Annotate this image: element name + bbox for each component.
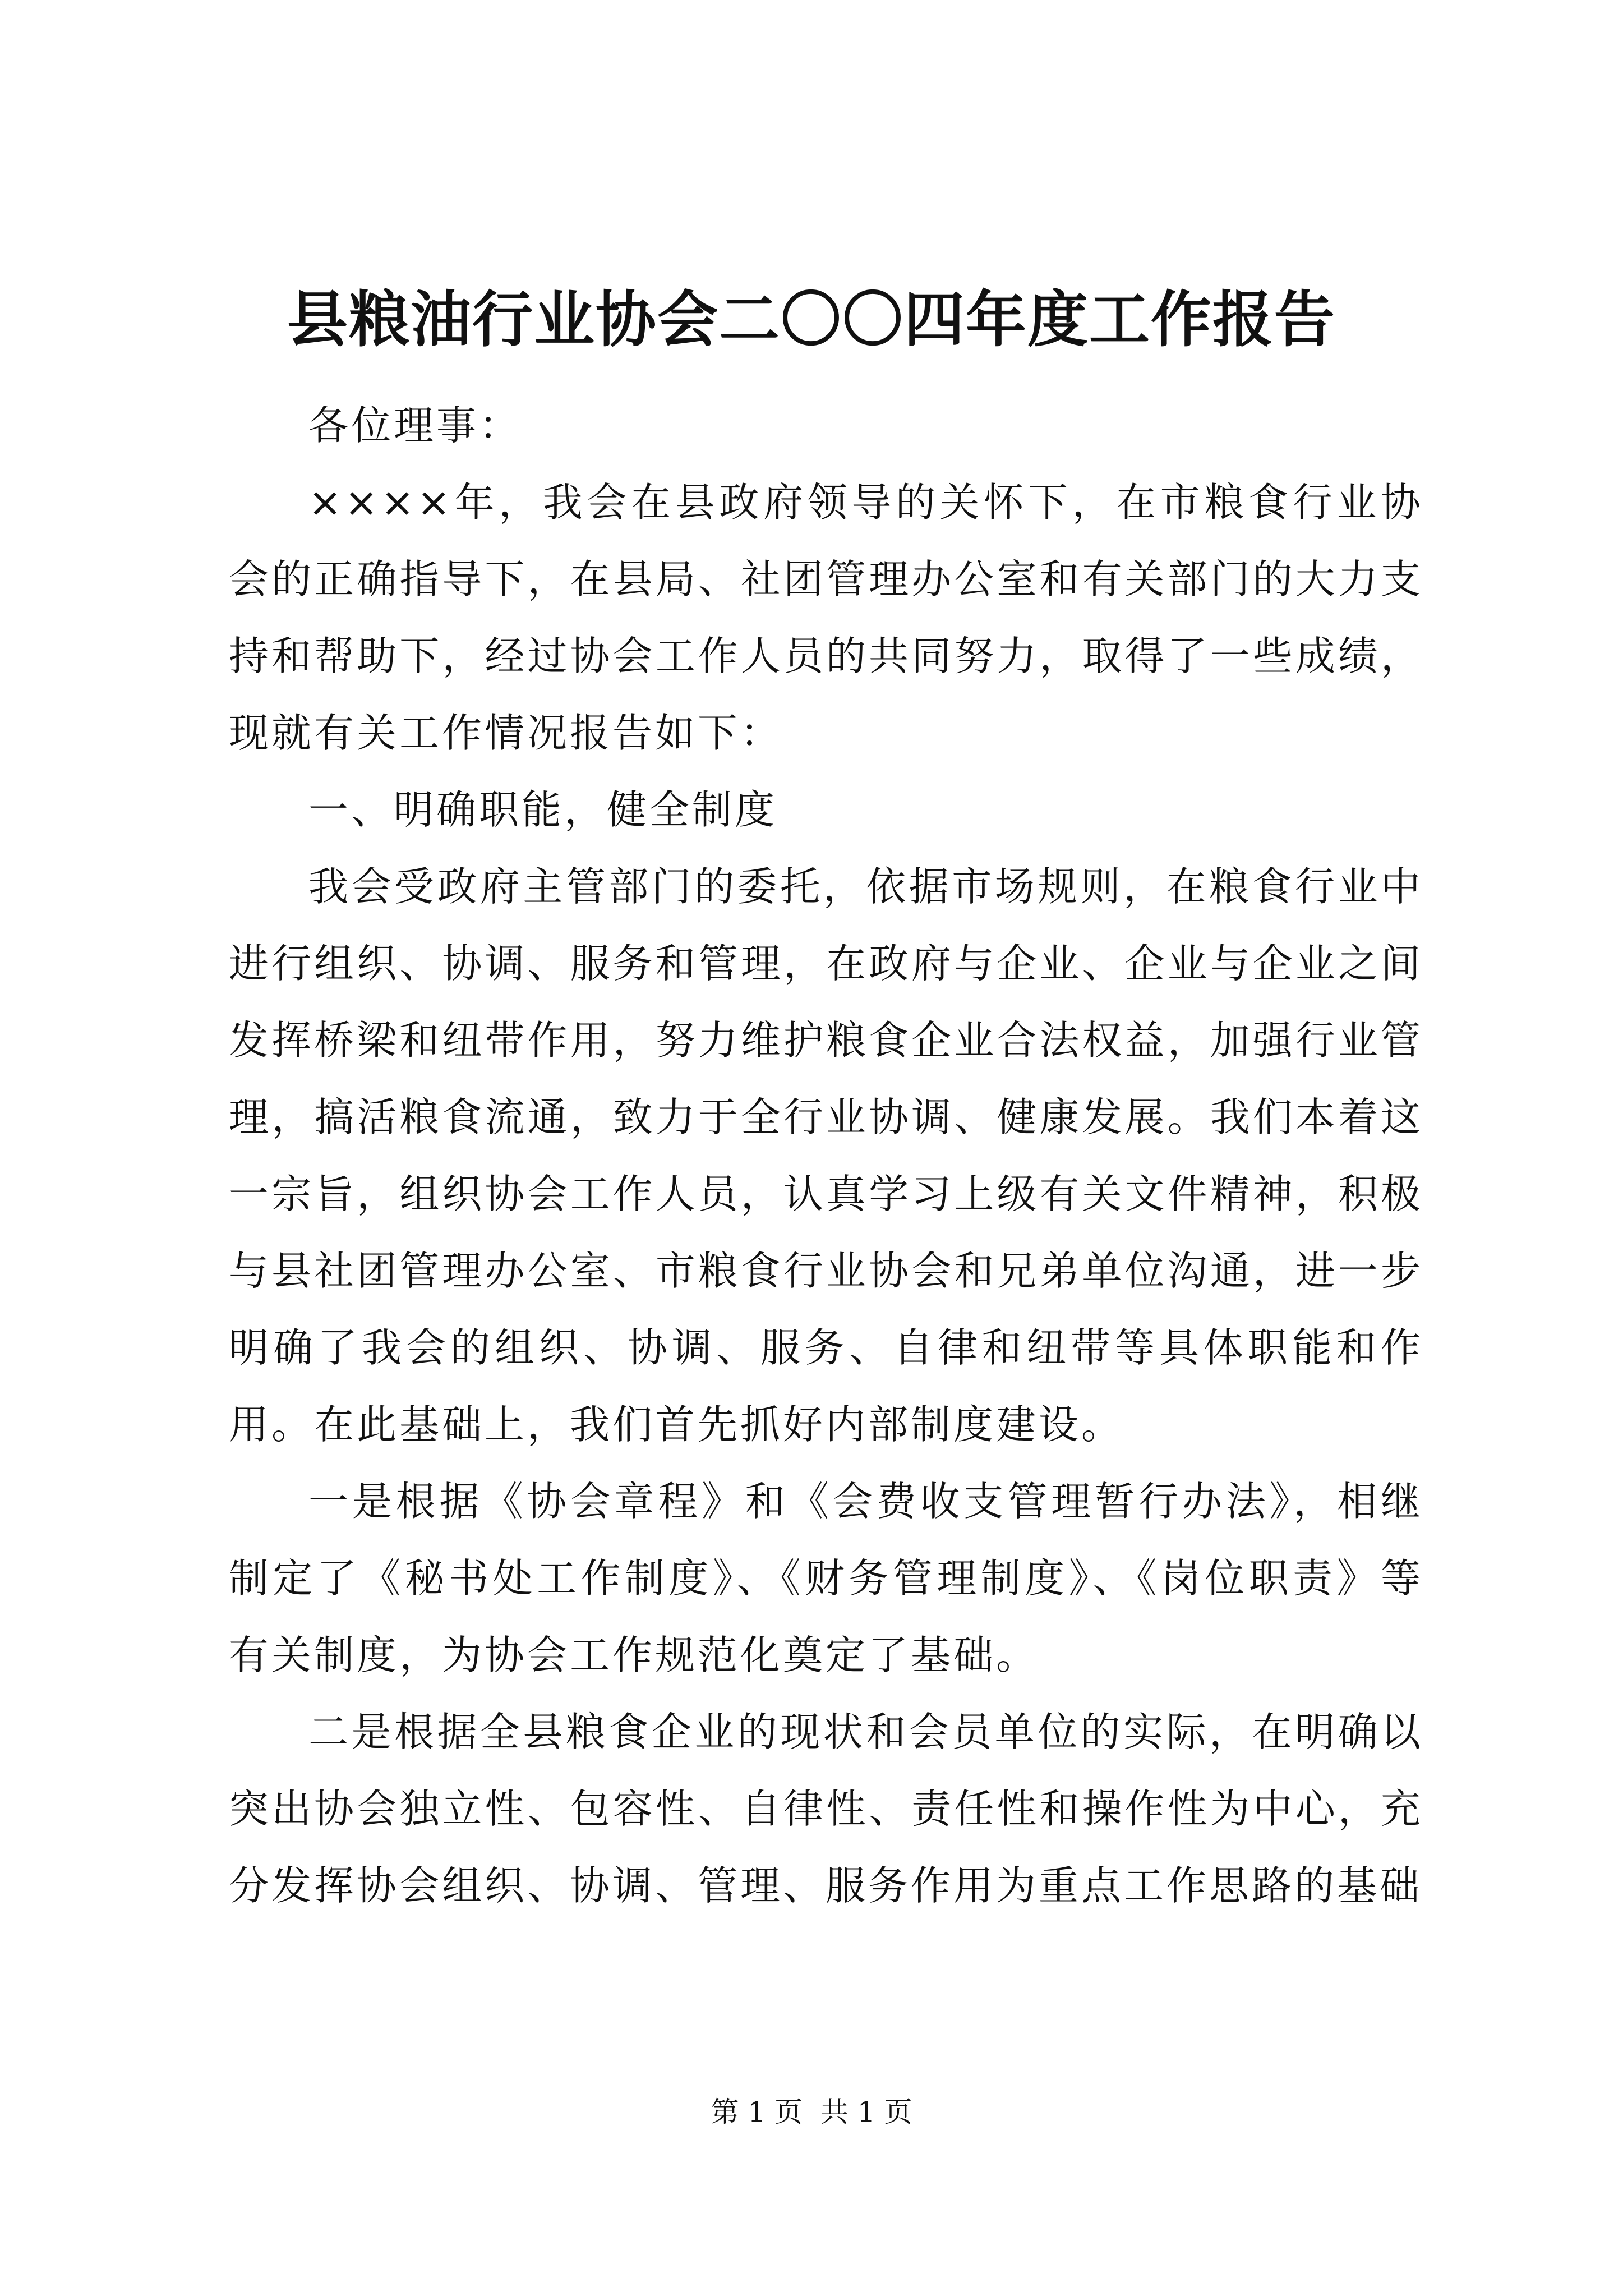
body-paragraph: 一是根据《协会章程》和《会费收支管理暂行办法》，相继制定了《秘书处工作制度》、《财务管理制度》、《岗位职责》等有关制度，为协会工作规范化奠定了基础。 <box>229 1478 1423 1678</box>
section-heading-1: 一、明确职能，健全制度 <box>308 786 778 833</box>
page-footer <box>0 2092 1623 2132</box>
page-number-label: 第 1 页 共 1 页 <box>711 2096 912 2128</box>
document-body <box>229 387 1423 1924</box>
intro-paragraph: ××××年，我会在县政府领导的关怀下，在市粮食行业协会的正确指导下，在县局、社团管理办公室和有关部门的大力支持和帮助下，经过协会工作人员的共同努力，取得了一些成绩，现就有关工作情况报告如下： <box>229 479 1423 756</box>
salutation-paragraph: 各位理事： <box>308 402 522 449</box>
body-paragraph: 二是根据全县粮食企业的现状和会员单位的实际，在明确以突出协会独立性、包容性、自律性、责任性和操作性为中心，充分发挥协会组织、协调、管理、服务作用为重点工作思路的基础 <box>229 1709 1423 1909</box>
body-paragraph: 我会受政府主管部门的委托，依据市场规则，在粮食行业中进行组织、协调、服务和管理，在政府与企业、企业与企业之间发挥桥梁和纽带作用，努力维护粮食企业合法权益，加强行业管理，搞活粮食流通，致力于全行业协调、健康发展。我们本着这一宗旨，组织协会工作人员，认真学习上级有关文件精神，积极与县社团管理办公室、市粮食行业协会和兄弟单位沟通，进一步明确了我会的组织、协调、服务、自律和纽带等具体职能和作用。在此基础上，我们首先抓好内部制度建设。 <box>229 863 1423 1448</box>
document-title: 县粮油行业协会二〇〇四年度工作报告 <box>287 284 1336 355</box>
